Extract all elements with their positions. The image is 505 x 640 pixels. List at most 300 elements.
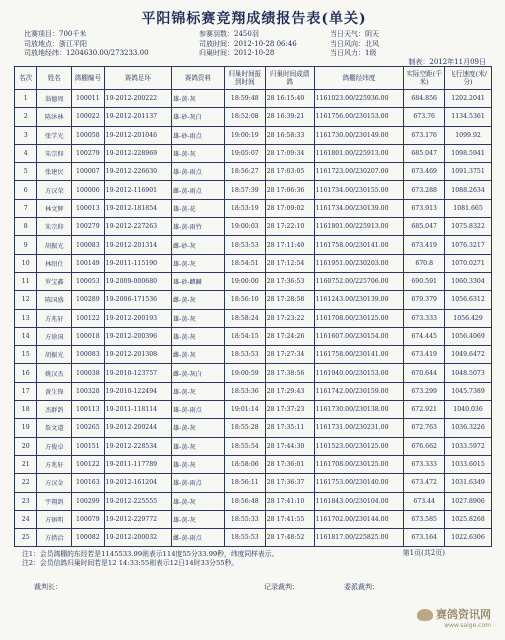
cell-loft-coords: 1161708.00/230125.00 <box>314 455 404 473</box>
cell-name: 方镇明 <box>37 510 72 528</box>
cell-ring: 19-2012-201137 <box>104 108 171 126</box>
cell-report-time: 18:58:06 <box>224 455 265 473</box>
referee-label: 裁判长： <box>34 583 62 592</box>
cell-arrival-time: 28 17:06:36 <box>265 181 314 199</box>
cell-ring: 19-2012-161204 <box>104 474 171 492</box>
table-row <box>15 108 492 126</box>
cell-distance: 673.419 <box>404 346 445 364</box>
cell-arrival-time: 28 17:03:05 <box>265 163 314 181</box>
cell-speed: 1070.0271 <box>445 254 492 272</box>
cell-name: 姚汉杰 <box>37 364 72 382</box>
report-page <box>14 6 494 602</box>
cell-report-time: 18:54:51 <box>224 254 265 272</box>
cell-loft-coords: 1161734.00/230155.00 <box>314 181 404 199</box>
cell-loft-id: 100082 <box>72 529 105 547</box>
cell-rank: 5 <box>15 163 37 181</box>
cell-loft-id: 100079 <box>72 510 105 528</box>
cell-loft-coords: 1161753.00/230140.00 <box>314 474 404 492</box>
cell-name: 方汉荣 <box>37 181 72 199</box>
table-row <box>15 364 492 382</box>
cell-ring: 19-2011-118114 <box>104 401 171 419</box>
report-title: 平阳锦标赛竞翔成绩报告表(单关) <box>141 11 367 27</box>
table-row <box>15 529 492 547</box>
cell-speed: 1049.6472 <box>445 346 492 364</box>
info-project: 比赛项目：700千米 <box>24 30 87 38</box>
header-rank: 名次 <box>15 67 37 90</box>
cell-arrival-time: 28 17:23:22 <box>265 309 314 327</box>
cell-report-time: 18:56:27 <box>224 163 265 181</box>
cell-arrival-time: 28 17:12:54 <box>265 254 314 272</box>
cell-report-time: 18:57:39 <box>224 181 265 199</box>
cell-loft-coords: 1161940.00/230153.00 <box>314 364 404 382</box>
table-row <box>15 327 492 345</box>
table-row <box>15 401 492 419</box>
cell-speed: 1033.5972 <box>445 437 492 455</box>
cell-rank: 13 <box>15 309 37 327</box>
cell-pigeon-info: 雄-黄-灰 <box>171 144 224 162</box>
cell-name: 方兆轩 <box>37 309 72 327</box>
cell-loft-id: 100007 <box>72 163 105 181</box>
cell-distance: 673.333 <box>404 455 445 473</box>
cell-report-time: 18:55:53 <box>224 529 265 547</box>
cell-distance: 673.44 <box>404 492 445 510</box>
cell-name: 宇翔鸽 <box>37 492 72 510</box>
cell-arrival-time: 28 16:15:40 <box>265 90 314 108</box>
cell-pigeon-info: 雌-黄-灰 <box>171 346 224 364</box>
cell-loft-coords: 1161843.00/230104.00 <box>314 492 404 510</box>
cell-name: 黄生锋 <box>37 382 72 400</box>
cell-pigeon-info: 雄-砂-灰白 <box>171 108 224 126</box>
table-row <box>15 126 492 144</box>
cell-speed: 1027.8906 <box>445 492 492 510</box>
cell-name: 方措洽 <box>37 529 72 547</box>
cell-pigeon-info: 雄-黄-灰 <box>171 455 224 473</box>
cell-speed: 1033.6015 <box>445 455 492 473</box>
cell-speed: 1056.429 <box>445 309 492 327</box>
cell-loft-coords: 1161702.00/230144.00 <box>314 510 404 528</box>
cell-arrival-time: 28 16:39:21 <box>265 108 314 126</box>
cell-ring: 19-2010-122494 <box>104 382 171 400</box>
cell-arrival-time: 28 17:22:10 <box>265 218 314 236</box>
cell-arrival-time: 28 17:36:53 <box>265 272 314 290</box>
cell-loft-coords: 1161723.00/230207.00 <box>314 163 404 181</box>
cell-pigeon-info: 雄-黄-灰 <box>171 510 224 528</box>
cell-pigeon-info: 雄-黄-灰 <box>171 254 224 272</box>
table-row <box>15 199 492 217</box>
cell-loft-coords: 1161730.00/230138.00 <box>314 401 404 419</box>
cell-loft-id: 100289 <box>72 291 105 309</box>
cell-pigeon-info: 雄-黄-灰 <box>171 419 224 437</box>
info-release-time: 司放时间：2012-10-28 06:46 <box>199 39 297 48</box>
cell-speed: 1025.8268 <box>445 510 492 528</box>
info-col-3 <box>330 30 379 59</box>
cell-rank: 11 <box>15 272 37 290</box>
cell-speed: 1022.6306 <box>445 529 492 547</box>
cell-distance: 673.585 <box>404 510 445 528</box>
cell-report-time: 18:56:10 <box>224 291 265 309</box>
cell-loft-coords: 1161756.00/230153.00 <box>314 108 404 126</box>
cell-loft-id: 100006 <box>72 181 105 199</box>
table-row <box>15 309 492 327</box>
cell-loft-coords: 1161801.00/225913.00 <box>314 218 404 236</box>
cell-report-time: 19:00:03 <box>224 218 265 236</box>
cell-report-time: 18:55:28 <box>224 419 265 437</box>
cell-loft-id: 100058 <box>72 126 105 144</box>
cell-pigeon-info: 雌-砂-灰 <box>171 236 224 254</box>
cell-rank: 6 <box>15 181 37 199</box>
cell-speed: 1056.4069 <box>445 327 492 345</box>
cell-pigeon-info: 雄-黄-花 <box>171 199 224 217</box>
cell-loft-coords: 1161023.00/225936.00 <box>314 90 404 108</box>
table-row <box>15 90 492 108</box>
cell-loft-id: 100022 <box>72 108 105 126</box>
table-row <box>15 437 492 455</box>
cell-rank: 19 <box>15 419 37 437</box>
cell-speed: 1202.2041 <box>445 90 492 108</box>
cell-pigeon-info: 雄-黄-雨点 <box>171 401 224 419</box>
table-row <box>15 455 492 473</box>
table-row <box>15 492 492 510</box>
info-wind-force: 当日风力：1级 <box>330 49 377 57</box>
cell-rank: 8 <box>15 218 37 236</box>
cell-pigeon-info: 雄-砂-麒麟 <box>171 272 224 290</box>
cell-loft-id: 100279 <box>72 218 105 236</box>
cell-distance: 673.419 <box>404 236 445 254</box>
cell-pigeon-info: 雄-砂-雨点 <box>171 126 224 144</box>
cell-arrival-time: 28 17:37:23 <box>265 401 314 419</box>
signature-line <box>14 582 494 602</box>
cell-speed: 1031.6349 <box>445 474 492 492</box>
cell-speed: 1036.3226 <box>445 419 492 437</box>
cell-loft-id: 100149 <box>72 254 105 272</box>
record-referee-label: 记录裁判： <box>264 583 299 592</box>
cell-rank: 3 <box>15 126 37 144</box>
cell-arrival-time: 28 17:09:02 <box>265 199 314 217</box>
cell-ring: 19-2012-181854 <box>104 199 171 217</box>
cell-rank: 4 <box>15 144 37 162</box>
cell-loft-id: 100279 <box>72 144 105 162</box>
cell-loft-coords: 1161243.00/230139.00 <box>314 291 404 309</box>
cell-ring: 19-2012-226630 <box>104 163 171 181</box>
cell-arrival-time: 28 17:36:01 <box>265 455 314 473</box>
cell-speed: 1099.92 <box>445 126 492 144</box>
cell-arrival-time: 28 17:29:43 <box>265 382 314 400</box>
cell-report-time: 19:00:19 <box>224 126 265 144</box>
cell-distance: 676.662 <box>404 437 445 455</box>
cell-name: 詹文道 <box>37 419 72 437</box>
cell-distance: 673.469 <box>404 163 445 181</box>
footnote-2: 注2：会员信鸽归巢时间若是12 14:33:55则表示12日14时33分55秒。 <box>22 559 239 568</box>
cell-speed: 1081.665 <box>445 199 492 217</box>
cell-name: 张建民 <box>37 163 72 181</box>
cell-report-time: 19:00:59 <box>224 364 265 382</box>
cell-distance: 679.379 <box>404 291 445 309</box>
info-entries: 参赛羽数：2450羽 <box>199 30 259 38</box>
cell-ring: 19-2012-200222 <box>104 90 171 108</box>
cell-ring: 19-2012-225555 <box>104 492 171 510</box>
cell-pigeon-info: 雄-黄-雨点 <box>171 163 224 181</box>
header-arrival-time: 归巢时间成绩鸽 <box>265 67 314 90</box>
cell-name: 林绍仕 <box>37 254 72 272</box>
site-logo <box>417 606 491 629</box>
cell-pigeon-info: 雄-黄-灰 <box>171 492 224 510</box>
cell-rank: 24 <box>15 510 37 528</box>
cell-distance: 673.333 <box>404 309 445 327</box>
cell-rank: 12 <box>15 291 37 309</box>
cell-rank: 21 <box>15 455 37 473</box>
cell-loft-coords: 1161742.00/230159.00 <box>314 382 404 400</box>
cell-name: 朱宗仰 <box>37 218 72 236</box>
table-row <box>15 419 492 437</box>
cell-ring: 19-2012-201046 <box>104 126 171 144</box>
cell-arrival-time: 28 17:28:58 <box>265 291 314 309</box>
cell-loft-id: 100083 <box>72 236 105 254</box>
cell-arrival-time: 28 17:27:34 <box>265 346 314 364</box>
cell-loft-coords: 1161708.00/230125.00 <box>314 309 404 327</box>
cell-report-time: 19:00:00 <box>224 272 265 290</box>
cell-rank: 25 <box>15 529 37 547</box>
cell-rank: 7 <box>15 199 37 217</box>
cell-arrival-time: 28 17:48:52 <box>265 529 314 547</box>
cell-distance: 690.591 <box>404 272 445 290</box>
cell-rank: 17 <box>15 382 37 400</box>
cell-loft-id: 100265 <box>72 419 105 437</box>
cell-report-time: 18:52:08 <box>224 108 265 126</box>
cell-ring: 19-2012-116901 <box>104 181 171 199</box>
cell-report-time: 18:53:36 <box>224 382 265 400</box>
cell-pigeon-info: 雌-黄-雨点 <box>171 529 224 547</box>
cell-arrival-time: 28 17:36:37 <box>265 474 314 492</box>
cell-report-time: 18:53:53 <box>224 346 265 364</box>
table-row <box>15 272 492 290</box>
cell-name: 方汉金 <box>37 474 72 492</box>
info-col-1 <box>24 30 149 59</box>
cell-report-time: 18:55:33 <box>224 510 265 528</box>
cell-ring: 19-2011-117789 <box>104 455 171 473</box>
header-name: 姓名 <box>37 67 72 90</box>
cell-ring: 19-2012-228534 <box>104 437 171 455</box>
cell-loft-coords: 1161817.00/225825.00 <box>314 529 404 547</box>
header-report-time: 归巢时间报到时间 <box>224 67 265 90</box>
results-table <box>14 66 492 547</box>
cell-ring: 19-2012-201308 <box>104 346 171 364</box>
cell-speed: 1045.7389 <box>445 382 492 400</box>
info-return-time: 归巢时间：2012-10-28 <box>199 49 275 57</box>
cell-distance: 672.921 <box>404 401 445 419</box>
cell-pigeon-info: 雄-黄-灰 <box>171 309 224 327</box>
cell-loft-id: 100083 <box>72 346 105 364</box>
cell-distance: 673.299 <box>404 382 445 400</box>
cell-speed: 1134.5361 <box>445 108 492 126</box>
cell-arrival-time: 28 17:11:40 <box>265 236 314 254</box>
cell-loft-coords: 1161730.00/230149.00 <box>314 126 404 144</box>
cell-name: 罗宝鑫 <box>37 272 72 290</box>
header-pigeon-info: 赛鸽资料 <box>171 67 224 90</box>
issue-date: 制表：2012年11月09日 <box>408 58 486 66</box>
cell-arrival-time: 28 17:41:55 <box>265 510 314 528</box>
cell-speed: 1098.5941 <box>445 144 492 162</box>
cell-speed: 1088.2634 <box>445 181 492 199</box>
cell-distance: 673.472 <box>404 474 445 492</box>
table-row <box>15 163 492 181</box>
cell-speed: 1075.8322 <box>445 218 492 236</box>
cell-loft-id: 100328 <box>72 382 105 400</box>
cell-loft-id: 100013 <box>72 199 105 217</box>
cell-name: 方兆轩 <box>37 455 72 473</box>
cell-distance: 673.176 <box>404 126 445 144</box>
cell-ring: 19-2012-200396 <box>104 327 171 345</box>
cell-name: 胡振光 <box>37 346 72 364</box>
cell-loft-coords: 1161758.00/230141.00 <box>314 236 404 254</box>
info-col-2 <box>199 30 297 59</box>
cell-pigeon-info: 雄-黄-灰 <box>171 382 224 400</box>
table-row <box>15 218 492 236</box>
cell-rank: 18 <box>15 401 37 419</box>
info-weather: 当日天气：阴天 <box>330 30 379 38</box>
cell-rank: 9 <box>15 236 37 254</box>
cell-ring: 19-2012-200193 <box>104 309 171 327</box>
cell-loft-id: 100011 <box>72 90 105 108</box>
cell-pigeon-info: 雌-黄-灰 <box>171 291 224 309</box>
cell-loft-id: 100122 <box>72 309 105 327</box>
page-indicator: 第1页(共2页) <box>402 549 445 557</box>
cell-arrival-time: 28 17:44:30 <box>265 437 314 455</box>
table-row <box>15 181 492 199</box>
cell-name: 陈国盛 <box>37 291 72 309</box>
table-row <box>15 254 492 272</box>
cell-rank: 2 <box>15 108 37 126</box>
logo-text: 赛鸽资讯网 <box>436 608 491 621</box>
cell-loft-coords: 1161758.00/230141.00 <box>314 346 404 364</box>
cell-distance: 672.763 <box>404 419 445 437</box>
cell-report-time: 18:59:48 <box>224 90 265 108</box>
cell-rank: 23 <box>15 492 37 510</box>
cell-loft-id: 100151 <box>72 437 105 455</box>
cell-name: 朱宗仰 <box>37 144 72 162</box>
cell-name: 方俊卓 <box>37 437 72 455</box>
cell-arrival-time: 28 17:09:34 <box>265 144 314 162</box>
cell-loft-coords: 1161951.00/230203.00 <box>314 254 404 272</box>
cell-pigeon-info: 雄-黄-灰 <box>171 90 224 108</box>
cell-rank: 10 <box>15 254 37 272</box>
cell-name: 陈沐林 <box>37 108 72 126</box>
cell-name: 张学光 <box>37 126 72 144</box>
cell-name: 胡振光 <box>37 236 72 254</box>
cell-speed: 1091.3751 <box>445 163 492 181</box>
header-loft-coords: 鸽棚经纬度 <box>314 67 404 90</box>
cell-distance: 673.288 <box>404 181 445 199</box>
cell-loft-coords: 1161731.00/230231.00 <box>314 419 404 437</box>
cell-ring: 19-2006-171536 <box>104 291 171 309</box>
race-info <box>14 28 494 66</box>
cell-loft-id: 100053 <box>72 272 105 290</box>
cell-name: 翁德周 <box>37 90 72 108</box>
cell-ring: 19-2009-000680 <box>104 272 171 290</box>
cell-name: 方徐国 <box>37 327 72 345</box>
header-distance: 实际空距(千米) <box>404 67 445 90</box>
header-ring: 赛鸽足环 <box>104 67 171 90</box>
logo-url: www.saige.com <box>444 622 491 629</box>
cell-loft-coords: 1161801.00/225913.00 <box>314 144 404 162</box>
cell-distance: 674.445 <box>404 327 445 345</box>
cell-rank: 1 <box>15 90 37 108</box>
cell-speed: 1048.5073 <box>445 364 492 382</box>
cell-report-time: 19:05:07 <box>224 144 265 162</box>
cell-report-time: 18:53:19 <box>224 199 265 217</box>
cell-name: 林文辉 <box>37 199 72 217</box>
cell-pigeon-info: 雌-黄-灰白 <box>171 364 224 382</box>
cell-ring: 19-2012-200032 <box>104 529 171 547</box>
cell-distance: 685.047 <box>404 144 445 162</box>
table-row <box>15 474 492 492</box>
table-row <box>15 346 492 364</box>
cell-loft-coords: 1160752.00/225706.00 <box>314 272 404 290</box>
cell-speed: 1060.3304 <box>445 272 492 290</box>
table-body <box>15 90 492 547</box>
cell-report-time: 18:56:48 <box>224 492 265 510</box>
cell-rank: 14 <box>15 327 37 345</box>
cell-distance: 670.644 <box>404 364 445 382</box>
cell-loft-id: 100018 <box>72 327 105 345</box>
cell-report-time: 18:55:54 <box>224 437 265 455</box>
cell-distance: 673.76 <box>404 108 445 126</box>
cell-loft-id: 100038 <box>72 364 105 382</box>
footnote-1: 注1：会员鸽棚的东经若是1145533.99则表示114度55分33.99秒，纬度同样表示。 <box>22 550 279 559</box>
cell-arrival-time: 28 17:38:56 <box>265 364 314 382</box>
cell-ring: 19-2012-229772 <box>104 510 171 528</box>
cell-distance: 685.047 <box>404 218 445 236</box>
table-row <box>15 510 492 528</box>
cell-rank: 20 <box>15 437 37 455</box>
table-row <box>15 382 492 400</box>
cell-arrival-time: 28 16:58:33 <box>265 126 314 144</box>
table-row <box>15 236 492 254</box>
info-release-coords: 司放地经纬：1204630.00/273233.00 <box>24 49 149 57</box>
cell-speed: 1040.036 <box>445 401 492 419</box>
info-wind-direction: 当日风向：北风 <box>330 39 379 48</box>
cell-report-time: 18:56:11 <box>224 474 265 492</box>
cell-ring: 19-2012-201314 <box>104 236 171 254</box>
cell-distance: 673.913 <box>404 199 445 217</box>
header-speed: 飞行速度(米/分) <box>445 67 492 90</box>
cell-arrival-time: 28 17:24:26 <box>265 327 314 345</box>
cell-distance: 673.164 <box>404 529 445 547</box>
cell-ring: 19-2011-115190 <box>104 254 171 272</box>
cell-ring: 19-2012-200244 <box>104 419 171 437</box>
cell-ring: 19-2012-228969 <box>104 144 171 162</box>
table-row <box>15 144 492 162</box>
table-header-row <box>15 67 492 90</box>
header-loft-id: 鸽棚编号 <box>72 67 105 90</box>
cell-name: 杰群鸽 <box>37 401 72 419</box>
cell-distance: 670.8 <box>404 254 445 272</box>
info-release-site: 司放地点：浙江平阳 <box>24 39 87 48</box>
cell-arrival-time: 28 17:41:10 <box>265 492 314 510</box>
cell-ring: 19-2012-227263 <box>104 218 171 236</box>
cell-report-time: 18:54:15 <box>224 327 265 345</box>
cell-loft-coords: 1161523.00/230125.00 <box>314 437 404 455</box>
pigeon-icon <box>417 609 433 621</box>
cell-rank: 15 <box>15 346 37 364</box>
cell-speed: 1076.3217 <box>445 236 492 254</box>
cell-loft-coords: 1161734.00/230139.00 <box>314 199 404 217</box>
cell-loft-coords: 1161607.00/230154.00 <box>314 327 404 345</box>
cell-pigeon-info: 雄-黄-灰 <box>171 437 224 455</box>
cell-loft-id: 100299 <box>72 492 105 510</box>
cell-report-time: 19:01:14 <box>224 401 265 419</box>
cell-pigeon-info: 雄-黄-雨点 <box>171 474 224 492</box>
table-row <box>15 291 492 309</box>
